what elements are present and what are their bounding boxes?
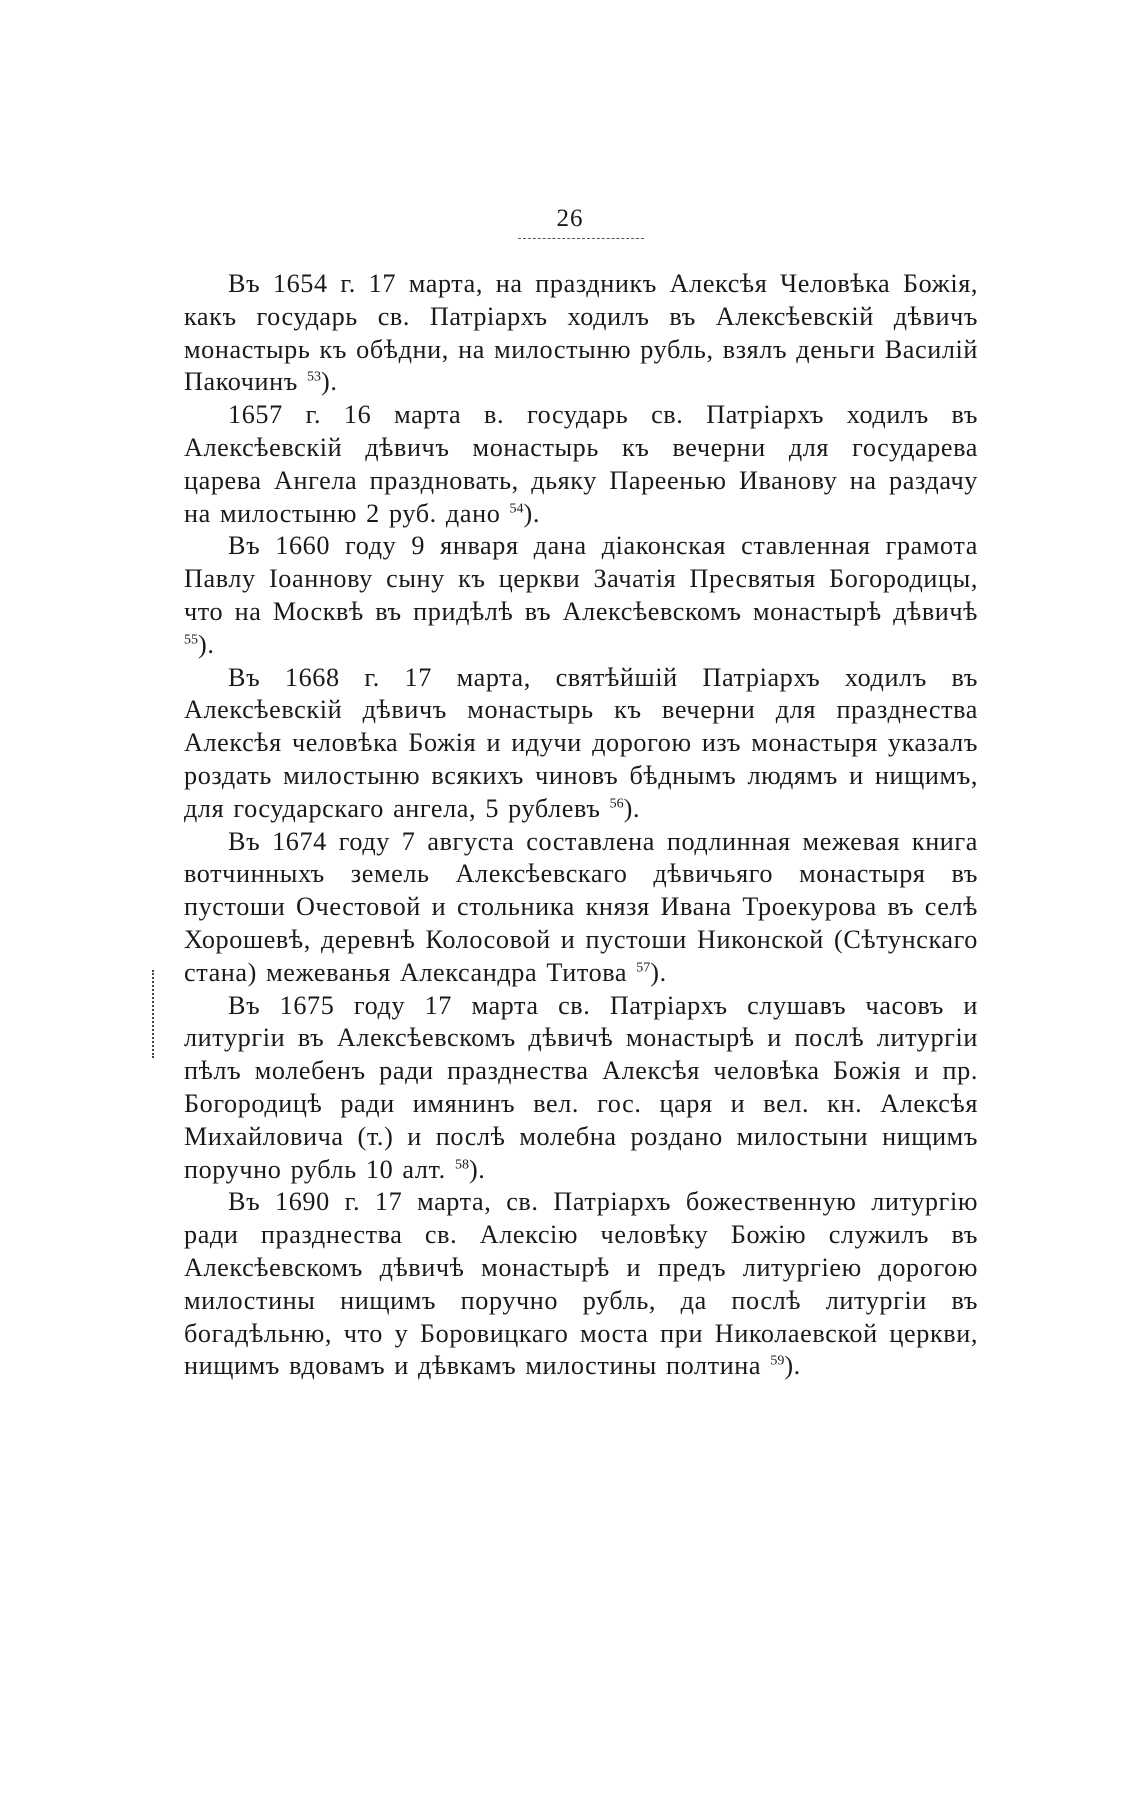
- entry-tail: ).: [468, 1154, 486, 1184]
- entry-1660: [184, 530, 978, 661]
- entry-tail: ).: [198, 629, 215, 659]
- entry-text: Въ 1674 году 7 августа составлена подлинная межевая книга вотчинныхъ земель Алексѣевскаго дѣвичьяго монастыря въ пустоши Очестовой и стольника князя Ивана Троекурова въ селѣ Хорошевѣ, деревнѣ Колосовой и пустоши Никонской (Сѣтунскаго стана) межеванья Александра Титова: [184, 826, 978, 987]
- entry-text: Въ 1690 г. 17 марта, св. Патріархъ божественную литургію ради празднества св. Алексію человѣку Божію служилъ въ Алексѣевскомъ дѣвичѣ монастырѣ и предъ литургіею дорогою милостины нищимъ поручно рубль, да послѣ литургіи въ богадѣльню, что у Боровицкаго моста при Николаевской церкви, нищимъ вдовамъ и дѣвкамъ милостины полтина: [184, 1187, 978, 1381]
- entry-1657: [184, 399, 978, 530]
- footnote-ref: 56: [609, 796, 624, 812]
- footnote-ref: 55: [184, 632, 198, 648]
- entry-text: Въ 1668 г. 17 марта, святѣйшій Патріархъ ходилъ въ Алексѣевскій дѣвичъ монастырь къ вечерни для празднества Алексѣя человѣка Божія и идучи дорогою изъ монастыря указалъ роздать милостыню всякихъ чиновъ бѣднымъ людямъ и нищимъ, для государскаго ангела, 5 рублевъ: [184, 662, 978, 823]
- entry-tail: ).: [650, 957, 667, 987]
- page-number-rule: [518, 238, 644, 239]
- entry-1674: [184, 826, 978, 990]
- page-number: 26: [556, 205, 584, 232]
- entry-text: Въ 1675 году 17 марта св. Патріархъ слушавъ часовъ и литургіи въ Алексѣевскомъ дѣвичѣ монастырѣ и послѣ литургіи пѣлъ молебенъ ради празднества Алексѣя человѣка Божія и пр. Богородицѣ ради имянинъ вел. гос. царя и вел. кн. Алексѣя Михайловича (т.) и послѣ молебна роздано милостыни нищимъ поручно рубль 10 алт.: [184, 990, 978, 1184]
- margin-mark: [152, 970, 154, 1058]
- entry-tail: ).: [623, 793, 641, 823]
- footnote-ref: 53: [307, 369, 322, 385]
- entry-1654: [184, 268, 978, 399]
- entry-tail: ).: [784, 1351, 801, 1381]
- entry-text: Въ 1654 г. 17 марта, на праздникъ Алексѣя Человѣка Божія, какъ государь св. Патріархъ ходилъ въ Алексѣевскій дѣвичъ монастырь къ обѣдни, на милостыню рубль, взялъ деньги Василій Пакочинъ: [184, 269, 978, 397]
- entry-tail: ).: [321, 367, 338, 397]
- entry-text: 1657 г. 16 марта в. государь св. Патріархъ ходилъ въ Алексѣевскій дѣвичъ монастырь къ вечерни для государева царева Ангела праздновать, дьяку Пареенью Иванову на раздачу на милостыню 2 руб. дано: [184, 400, 978, 528]
- footnote-ref: 54: [509, 500, 524, 516]
- body-text: [184, 268, 978, 1383]
- entry-1675: [184, 990, 978, 1187]
- entry-1690: [184, 1186, 978, 1383]
- footnote-ref: 57: [636, 960, 651, 975]
- entry-1668: [184, 662, 978, 826]
- entry-tail: ).: [523, 498, 541, 528]
- footnote-ref: 59: [770, 1353, 785, 1369]
- entry-text: Въ 1660 году 9 января дана діаконская ставленная грамота Павлу Іоаннову сыну къ церкви Зачатія Пресвятыя Богородицы, что на Москвѣ въ придѣлѣ въ Алексѣевскомъ монастырѣ дѣвичѣ: [184, 531, 978, 626]
- footnote-ref: 58: [454, 1156, 469, 1172]
